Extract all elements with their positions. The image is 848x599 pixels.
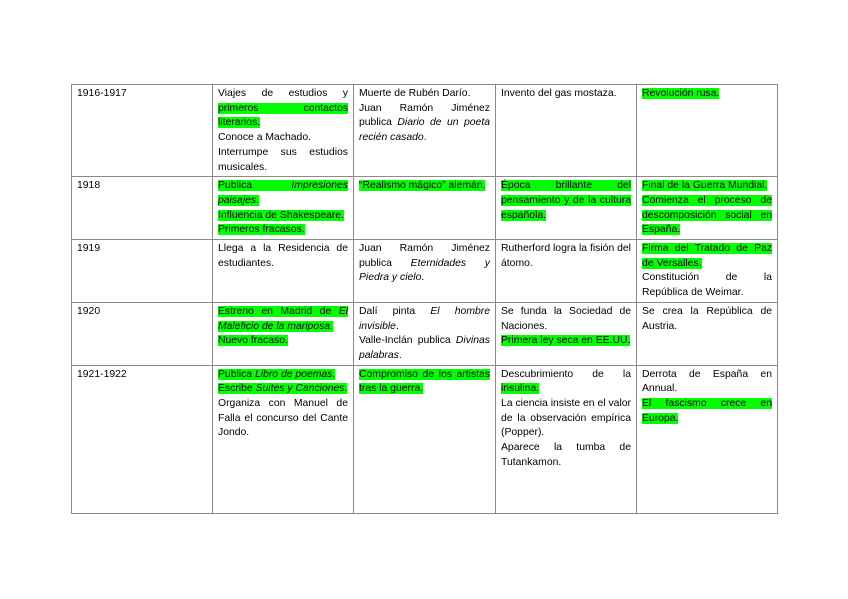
science-events-cell [496,365,637,513]
literature-events-cell [354,365,496,513]
event-text: . [421,272,425,284]
table-row [72,177,778,240]
life-events-cell [213,177,354,240]
highlighted-text: Firma del Tratado de Paz de Versalles. [642,243,772,269]
highlighted-text: Estreno en Madrid de [218,305,339,317]
event-text: Llega a la Residencia de estudiantes. [218,243,348,269]
history-events-cell [637,85,778,177]
highlighted-text: Época brillante del pensamiento y de la cultura española. [501,180,631,221]
event-entry [359,368,490,397]
event-text: Invento del gas mostaza. [501,88,617,99]
science-events-cell [496,240,637,303]
event-text: Viajes de estudios y [218,88,348,99]
highlighted-text: El Maleficio de la mariposa [218,305,348,332]
history-events-cell [637,177,778,240]
year-cell: 1918 [72,177,213,240]
highlighted-text: Revolución rusa. [642,88,720,99]
table-row [72,240,778,303]
work-title: Diario de un poeta recién casado [359,117,490,144]
event-entry [642,305,772,334]
event-entry [501,87,631,102]
literature-events-cell [354,302,496,365]
event-text: Muerte de Rubén Darío. [359,88,471,99]
life-events-cell [213,240,354,303]
highlighted-text: Final de la Guerra Mundial. [642,180,768,192]
history-events-cell [637,302,778,365]
highlighted-text: . [344,383,348,395]
event-entry [359,305,490,334]
highlighted-text: Publica [218,180,292,192]
event-entry [501,397,631,441]
literature-events-cell [354,177,496,240]
event-entry [642,179,772,194]
event-text: Aparece la tumba de Tutankamon. [501,442,631,468]
event-text: Organiza con Manuel de Falla el concurso del Cante Jondo. [218,398,348,439]
event-entry [501,242,631,271]
event-entry [359,102,490,146]
event-entry [501,441,631,470]
event-entry [218,334,348,349]
event-entry [359,242,490,286]
highlighted-text: Libro de poemas [254,368,333,380]
science-events-cell [496,302,637,365]
event-entry [359,179,490,194]
year-cell: 1916-1917 [72,85,213,177]
event-entry [642,368,772,397]
event-text: Juan Ramón Jiménez publica [359,243,490,269]
highlighted-text: . [332,368,336,380]
event-entry [218,209,348,224]
event-entry [218,368,348,383]
event-text: . [423,132,427,144]
event-entry [218,305,348,334]
highlighted-text: Escribe [218,383,256,395]
event-entry [501,305,631,334]
highlighted-text: . [256,194,260,206]
life-events-cell [213,302,354,365]
event-entry [642,397,772,426]
event-entry [218,397,348,441]
event-text: Conoce a Machado. [218,132,311,144]
table-row [72,85,778,177]
highlighted-text: Influencia de Shakespeare. [218,209,344,221]
event-text: . [398,349,402,361]
event-text: La ciencia insiste en el valor de la observación empírica (Popper). [501,398,631,439]
table-row [72,302,778,365]
event-text: Dalí pinta [359,305,431,317]
event-entry [642,194,772,238]
table-row [72,365,778,513]
year-cell: 1921-1922 [72,365,213,513]
literature-events-cell [354,85,496,177]
highlighted-text: primeros contactos literarios. [218,102,348,129]
event-entry [642,242,772,271]
science-events-cell [496,177,637,240]
highlighted-text: Nuevo fracaso. [218,335,288,347]
event-text: Se funda la Sociedad de Naciones. [501,305,631,332]
highlighted-text: “Realismo mágico” alemán. [359,180,486,192]
work-title: Divinas palabras [359,335,490,361]
highlighted-text: insulina. [501,383,540,395]
event-text: Rutherford logra la fisión del átomo. [501,243,631,269]
highlighted-text: El fascismo crece en Europa. [642,398,772,424]
highlighted-text: Compromiso de los artistas tras la guerra. [359,368,490,395]
history-events-cell [637,240,778,303]
highlighted-text: Impresiones paisajes [218,180,348,206]
chronology-table [71,84,778,514]
event-entry [501,334,631,349]
highlighted-text: . [330,320,333,332]
event-entry [218,382,348,397]
event-entry [359,334,490,363]
event-entry [501,368,631,397]
event-entry [218,179,348,208]
highlighted-text: Primera ley seca en EE.UU. [501,335,631,347]
history-events-cell [637,365,778,513]
event-entry [359,87,490,102]
event-text: Se crea la República de Austria. [642,305,772,332]
event-text: . [395,320,399,332]
event-text: Derrota de España en Annual. [642,368,772,395]
highlighted-text: Primeros fracasos. [218,224,305,236]
work-title: Eternidades y Piedra y cielo [359,257,490,284]
science-events-cell [496,85,637,177]
event-text: Descubrimiento de la [501,368,631,380]
event-text: Constitución de la República de Weimar. [642,272,772,299]
year-cell: 1919 [72,240,213,303]
life-events-cell [213,365,354,513]
event-entry [218,87,348,131]
event-text: Valle-Inclán publica [359,335,456,347]
event-entry [218,223,348,238]
event-entry [501,179,631,223]
event-text: Juan Ramón Jiménez publica [359,102,490,129]
event-entry [218,146,348,175]
life-events-cell [213,85,354,177]
highlighted-text: Publica [218,368,255,380]
event-entry [642,271,772,300]
highlighted-text: Comienza el proceso de descomposición social en España. [642,194,772,236]
literature-events-cell [354,240,496,303]
highlighted-text: Suites y Canciones [255,383,345,395]
event-entry [642,87,772,102]
event-entry [218,242,348,271]
event-text: Interrumpe sus estudios musicales. [218,146,348,173]
year-cell: 1920 [72,302,213,365]
work-title: El hombre invisible [359,305,490,332]
event-entry [218,131,348,146]
